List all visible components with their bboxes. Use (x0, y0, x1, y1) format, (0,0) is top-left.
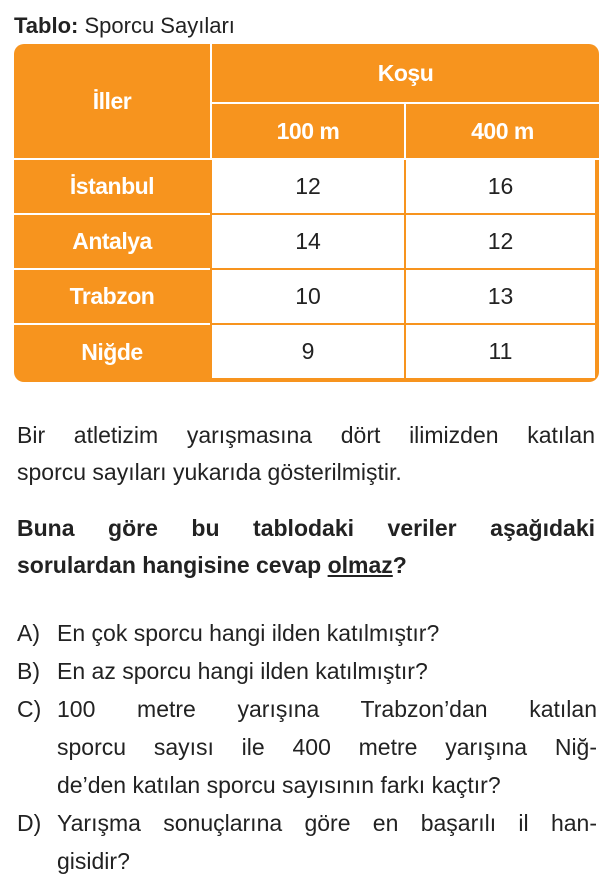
question-line-2-pre: sorulardan hangisine cevap (17, 552, 328, 578)
divider (14, 213, 210, 215)
question-mark: ? (392, 552, 407, 578)
option-text: Yarışma sonuçlarına göre en başarılı il han- (57, 810, 597, 836)
question-text (17, 510, 595, 584)
cell-nigde-400m: 11 (406, 325, 595, 378)
option-text: En az sporcu hangi ilden katılmıştır? (57, 658, 428, 684)
cell-nigde-100m: 9 (212, 325, 404, 378)
option-text: gisidir? (57, 848, 130, 874)
row-label-nigde: Niğde (81, 338, 143, 365)
row-label-istanbul: İstanbul (69, 173, 155, 199)
answer-options (17, 614, 597, 880)
divider (14, 323, 210, 325)
row-label-trabzon: Trabzon (69, 283, 155, 309)
option-text: de’den katılan sporcu sayısının farkı kaçtır? (57, 772, 501, 798)
option-letter: A) (17, 620, 40, 646)
divider (14, 268, 210, 270)
header-iller: İller (92, 87, 132, 114)
header-kosu: Koşu (377, 59, 434, 86)
intro-line-2: sporcu sayıları yukarıda gösterilmiştir. (17, 459, 402, 485)
option-text: sporcu sayısı ile 400 metre yarışına Niğ- (57, 734, 597, 760)
cell-istanbul-400m: 16 (406, 160, 595, 213)
cell-trabzon-100m: 10 (212, 270, 404, 323)
cell-trabzon-400m: 13 (406, 270, 595, 323)
question-line-2 (17, 547, 595, 584)
table-caption (14, 12, 235, 40)
option-b[interactable] (17, 652, 597, 690)
option-a[interactable] (17, 614, 597, 652)
option-letter: B) (17, 658, 40, 684)
row-label-antalya: Antalya (72, 228, 152, 254)
option-c[interactable] (17, 690, 597, 804)
caption-title: Sporcu Sayıları (84, 13, 235, 38)
option-text: 100 metre yarışına Trabzon’dan katılan (57, 696, 597, 722)
option-text: En çok sporcu hangi ilden katılmıştır? (57, 620, 440, 646)
cell-antalya-400m: 12 (406, 215, 595, 268)
athletes-table (14, 44, 599, 382)
intro-line-1: Bir atletizim yarışmasına dört ilimizden katılan (17, 422, 595, 448)
cell-antalya-100m: 14 (212, 215, 404, 268)
header-400m: 400 m (471, 117, 534, 144)
option-d[interactable] (17, 804, 597, 880)
divider (404, 102, 406, 160)
question-line-1: Buna göre bu tablodaki veriler aşağıdaki (17, 515, 595, 541)
option-letter: D) (17, 810, 42, 836)
option-letter: C) (17, 696, 42, 722)
intro-paragraph (17, 417, 595, 491)
divider (14, 158, 599, 160)
header-100m: 100 m (276, 117, 340, 144)
question-emphasis: olmaz (327, 552, 393, 578)
cell-istanbul-100m: 12 (212, 160, 404, 213)
caption-label: Tablo: (14, 13, 79, 38)
